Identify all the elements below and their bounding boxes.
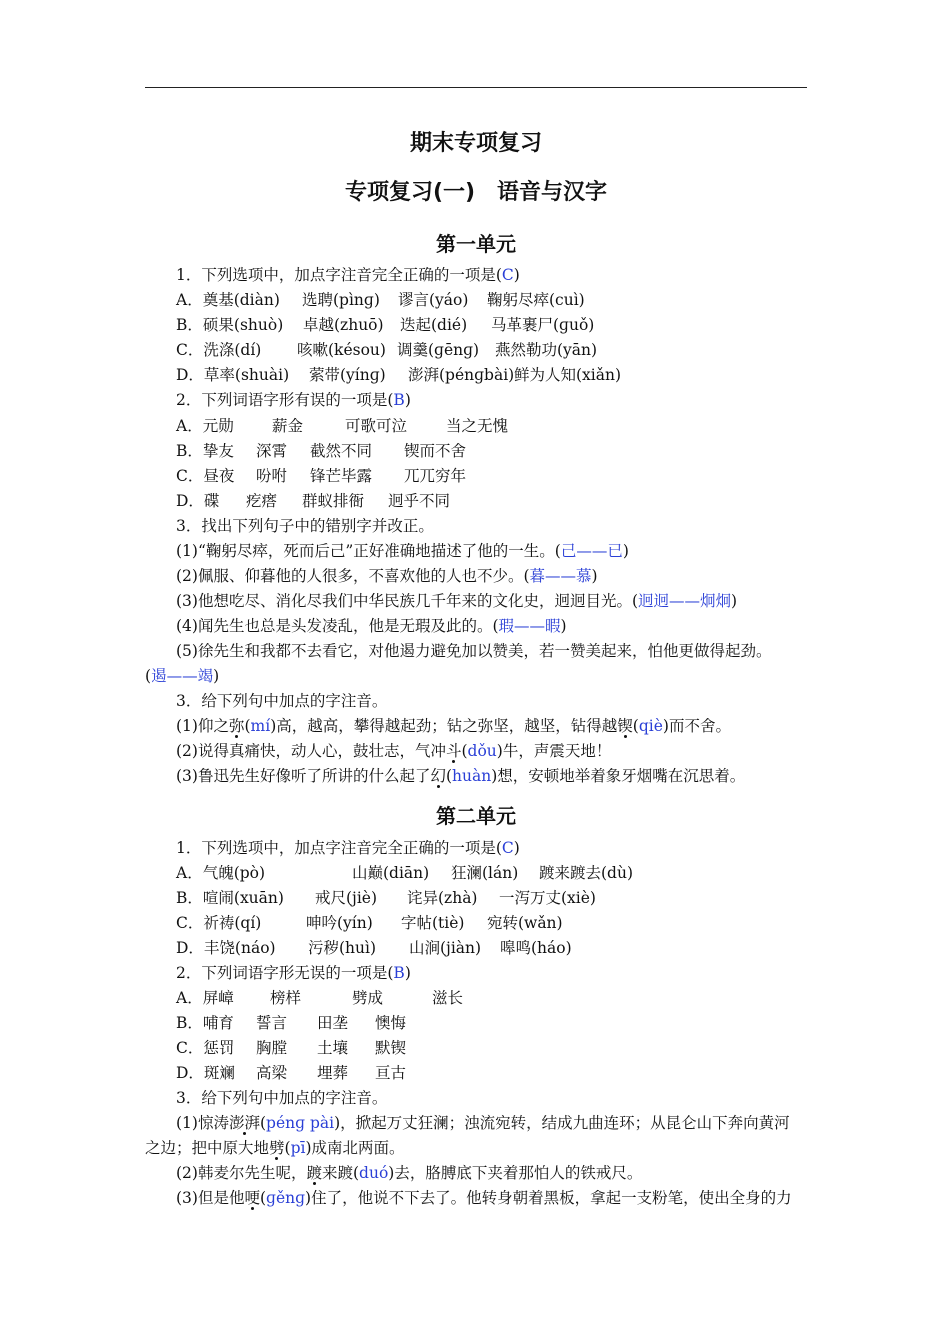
sentence-line: (遏——竭) [145, 667, 220, 685]
answer: 己——已 [560, 542, 623, 560]
answer: pī [290, 1139, 306, 1157]
option-line: C．祈祷(qí) 呻吟(yín) 字帖(tiè) 宛转(wǎn) [176, 914, 563, 932]
option-line: A．屏嶂 榜样 劈成 滋长 [176, 989, 464, 1007]
sentence-line: (1)惊涛澎湃(pénɡ pài)，掀起万丈狂澜；浊流宛转，结成九曲连环；从昆仑山下奔向黄河 [176, 1114, 790, 1132]
answer: duó [359, 1164, 389, 1182]
answer: C [501, 839, 514, 857]
sentence-line: (2)韩麦尔先生呢，踱来踱(duó)去，胳膊底下夹着那怕人的铁戒尺。 [176, 1164, 643, 1182]
option-line: C．洗涤(dí) 咳嗽(késou) 调羹(ɡēnɡ) 燕然勒功(yān) [176, 341, 598, 359]
option-line: A．元勋 薪金 可歌可泣 当之无愧 [176, 417, 509, 435]
sentence-line: (4)闻先生也总是头发凌乱，他是无瑕及此的。(瑕——暇) [176, 617, 567, 635]
option-line: A．奠基(diàn) 选聘(pìnɡ) 谬言(yáo) 鞠躬尽瘁(cuì) [176, 291, 585, 309]
option-line: D．草率(shuài) 萦带(yínɡ) 澎湃(pénɡbài)鲜为人知(xiǎn) [176, 366, 622, 384]
page-title: 期末专项复习 [409, 131, 542, 156]
option-line: B．哺育 誓言 田垄 懊悔 [176, 1014, 407, 1032]
answer: pénɡ pài [266, 1114, 335, 1132]
section-title: 专项复习(一) 语音与汉字 [344, 180, 608, 205]
option-line: B．喧闹(xuān) 戒尺(jiè) 诧异(zhà) 一泻万丈(xiè) [176, 889, 596, 907]
answer: huàn [452, 767, 492, 785]
answer: 遏——竭 [151, 667, 214, 685]
sentence-line: (1)“鞠躬尽瘁，死而后己”正好准确地描述了他的一生。(己——已) [176, 542, 629, 560]
option-line: B．挚友 深霄 截然不同 锲而不舍 [176, 442, 467, 460]
sentence-line: (2)说得真痛快，动人心，鼓壮志，气冲斗(dǒu)牛，声震天地！ [176, 742, 612, 760]
top-rule [145, 87, 807, 88]
question-line: 2．下列词语字形有误的一项是(B) [176, 391, 411, 409]
question-line: 3．给下列句中加点的字注音。 [176, 1089, 388, 1107]
sentence-line: (3)但是他哽(ɡěnɡ)住了，他说不下去了。他转身朝着黑板，拿起一支粉笔，使出全身的力 [176, 1189, 792, 1207]
sentence-line: (3)鲁迅先生好像听了所讲的什么起了幻(huàn)想，安顿地举着象牙烟嘴在沉思着。 [176, 767, 746, 785]
answer: 迥迥——炯炯 [638, 592, 732, 610]
sentence-line: (5)徐先生和我都不去看它，对他遏力避免加以赞美，若一赞美起来，怕他更做得起劲。 [176, 642, 772, 660]
answer: qiè [638, 717, 663, 735]
answer: mí [250, 717, 271, 735]
question-line: 3．给下列句中加点的字注音。 [176, 692, 388, 710]
unit-heading: 第二单元 [436, 804, 516, 828]
answer: 瑕——暇 [498, 617, 561, 635]
question-line: 1．下列选项中，加点字注音完全正确的一项是(C) [176, 839, 520, 857]
option-line: D．碟 疙瘩 群蚁排衙 迥乎不同 [176, 492, 451, 510]
answer: ɡěnɡ [266, 1189, 306, 1207]
answer: C [501, 266, 514, 284]
option-line: D．丰饶(náo) 污秽(huì) 山涧(jiàn) 嗥鸣(háo) [176, 939, 572, 957]
option-line: C．惩罚 胸膛 土壤 默锲 [176, 1039, 407, 1057]
answer: B [393, 964, 405, 982]
question-line: 3．找出下列句子中的错别字并改正。 [176, 517, 434, 535]
answer: 暮——慕 [529, 567, 592, 585]
sentence-line: (2)佩服、仰暮他的人很多，不喜欢他的人也不少。(暮——慕) [176, 567, 598, 585]
option-line: A．气魄(pò) 山巅(diān) 狂澜(lán) 踱来踱去(dù) [176, 864, 633, 882]
unit-heading: 第一单元 [436, 232, 516, 256]
option-line: D．斑斓 高梁 埋葬 亘古 [176, 1064, 407, 1082]
sentence-line: 之边；把中原大地劈(pī)成南北两面。 [145, 1139, 405, 1157]
sentence-line: (3)他想吃尽、消化尽我们中华民族几千年来的文化史，迥迥目光。(迥迥——炯炯) [176, 592, 738, 610]
question-line: 1．下列选项中，加点字注音完全正确的一项是(C) [176, 266, 520, 284]
sentence-line: (1)仰之弥(mí)高，越高，攀得越起劲；钻之弥坚，越坚，钻得越锲(qiè)而不舍。 [176, 717, 731, 735]
answer: dǒu [467, 742, 497, 760]
option-line: C．昼夜 吩咐 锋芒毕露 兀兀穷年 [176, 467, 467, 485]
option-line: B．硕果(shuò) 卓越(zhuō) 迭起(dié) 马革裹尸(ɡuǒ) [176, 316, 595, 334]
question-line: 2．下列词语字形无误的一项是(B) [176, 964, 411, 982]
answer: B [393, 391, 405, 409]
